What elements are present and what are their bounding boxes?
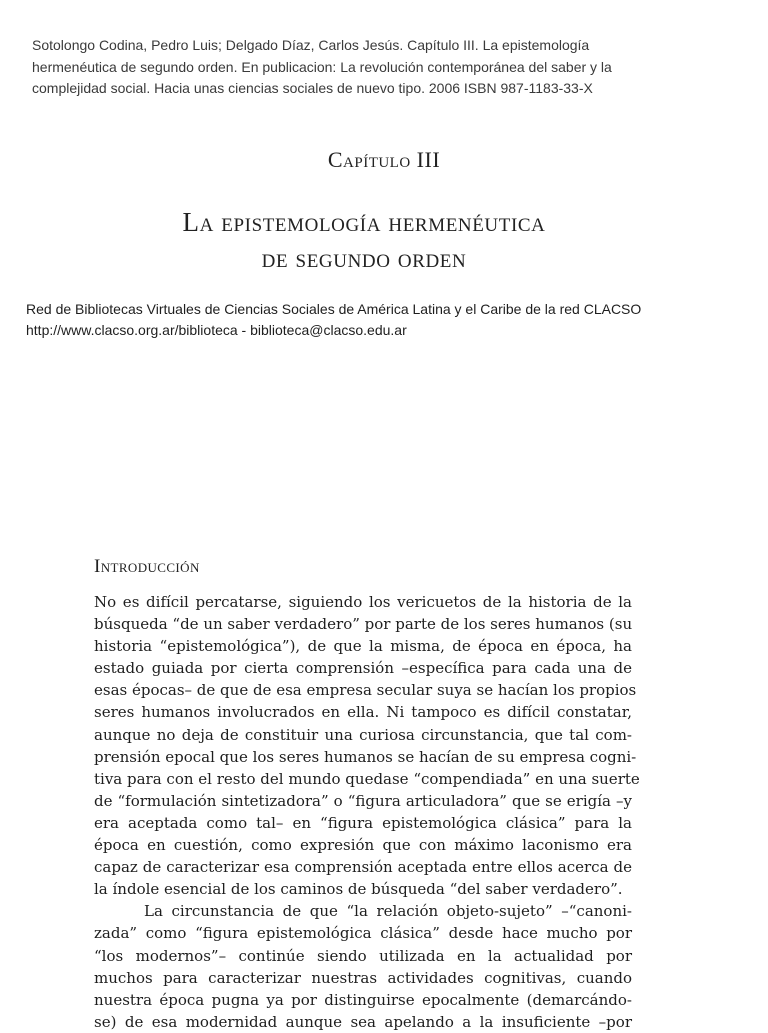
library-notice (26, 299, 746, 341)
body-text (94, 591, 640, 1033)
body-line: seres humanos involucrados en ella. Ni tampoco es difícil constatar, (94, 703, 632, 722)
body-line: muchos para caracterizar nuestras actividades cognitivas, cuando (94, 968, 632, 987)
body-line: “los modernos”– continúe siendo utilizada en la actualidad por (94, 946, 632, 965)
body-line: No es difícil percatarse, siguiendo los vericuetos de la historia de la (94, 593, 632, 611)
body-line: tiva para con el resto del mundo quedase “compendiada” en una suerte (94, 769, 640, 788)
citation-line: Sotolongo Codina, Pedro Luis; Delgado Díaz, Carlos Jesús. Capítulo III. La epistemología (32, 37, 590, 53)
body-line: estado guiada por cierta comprensión –específica para cada una de (94, 659, 632, 678)
chapter-label: Capítulo III (327, 147, 441, 172)
library-network-name: Red de Bibliotecas Virtuales de Ciencias Sociales de América Latina y el Caribe de la red CLACSO (26, 301, 642, 317)
body-line: capaz de caracterizar esa comprensión aceptada entre ellos acerca de (94, 858, 632, 877)
body-line: época en cuestión, como expresión que con máximo laconismo era (94, 836, 632, 855)
body-line: de “formulación sintetizadora” o “figura articuladora” que se erigía –y (94, 791, 632, 810)
chapter-title-line: La epistemología hermenéutica (182, 207, 546, 237)
citation-line: hermenéutica de segundo orden. En publicacion: La revolución contemporánea del saber y la (32, 58, 612, 75)
body-line: se) de esa modernidad aunque sea apelando a la insuficiente –por (94, 1012, 632, 1031)
section-heading: Introducción (94, 556, 200, 577)
citation-line: complejidad social. Hacia unas ciencias sociales de nuevo tipo. 2006 ISBN 987-1183-33-X (32, 80, 593, 96)
body-line: prensión epocal que los seres humanos se hacían de su empresa cogni- (94, 747, 637, 766)
body-line: esas épocas– de que de esa empresa secular suya se hacían los propios (94, 681, 637, 700)
body-line: aunque no deja de constituir una curiosa circunstancia, que tal com- (94, 725, 632, 744)
body-line: búsqueda “de un saber verdadero” por parte de los seres humanos (su (94, 615, 633, 634)
library-link[interactable]: http://www.clacso.org.ar/biblioteca - biblioteca@clacso.edu.ar (26, 322, 407, 338)
body-line: era aceptada como tal– en “figura epistemológica clásica” para la (94, 813, 632, 832)
body-line: historia “epistemológica”), de que la misma, de época en época, ha (94, 637, 632, 656)
chapter-title (0, 204, 728, 276)
chapter-title-line: de segundo orden (261, 243, 467, 273)
body-line: La circunstancia de que “la relación objeto-sujeto” –“canoni- (144, 902, 632, 921)
body-line: zada” como “figura epistemológica clásica” desde hace mucho por (94, 924, 632, 943)
citation-block (32, 35, 732, 100)
body-line: la índole esencial de los caminos de búsqueda “del saber verdadero”. (94, 880, 623, 899)
body-line: nuestra época pugna ya por distinguirse epocalmente (demarcándo- (94, 990, 632, 1009)
